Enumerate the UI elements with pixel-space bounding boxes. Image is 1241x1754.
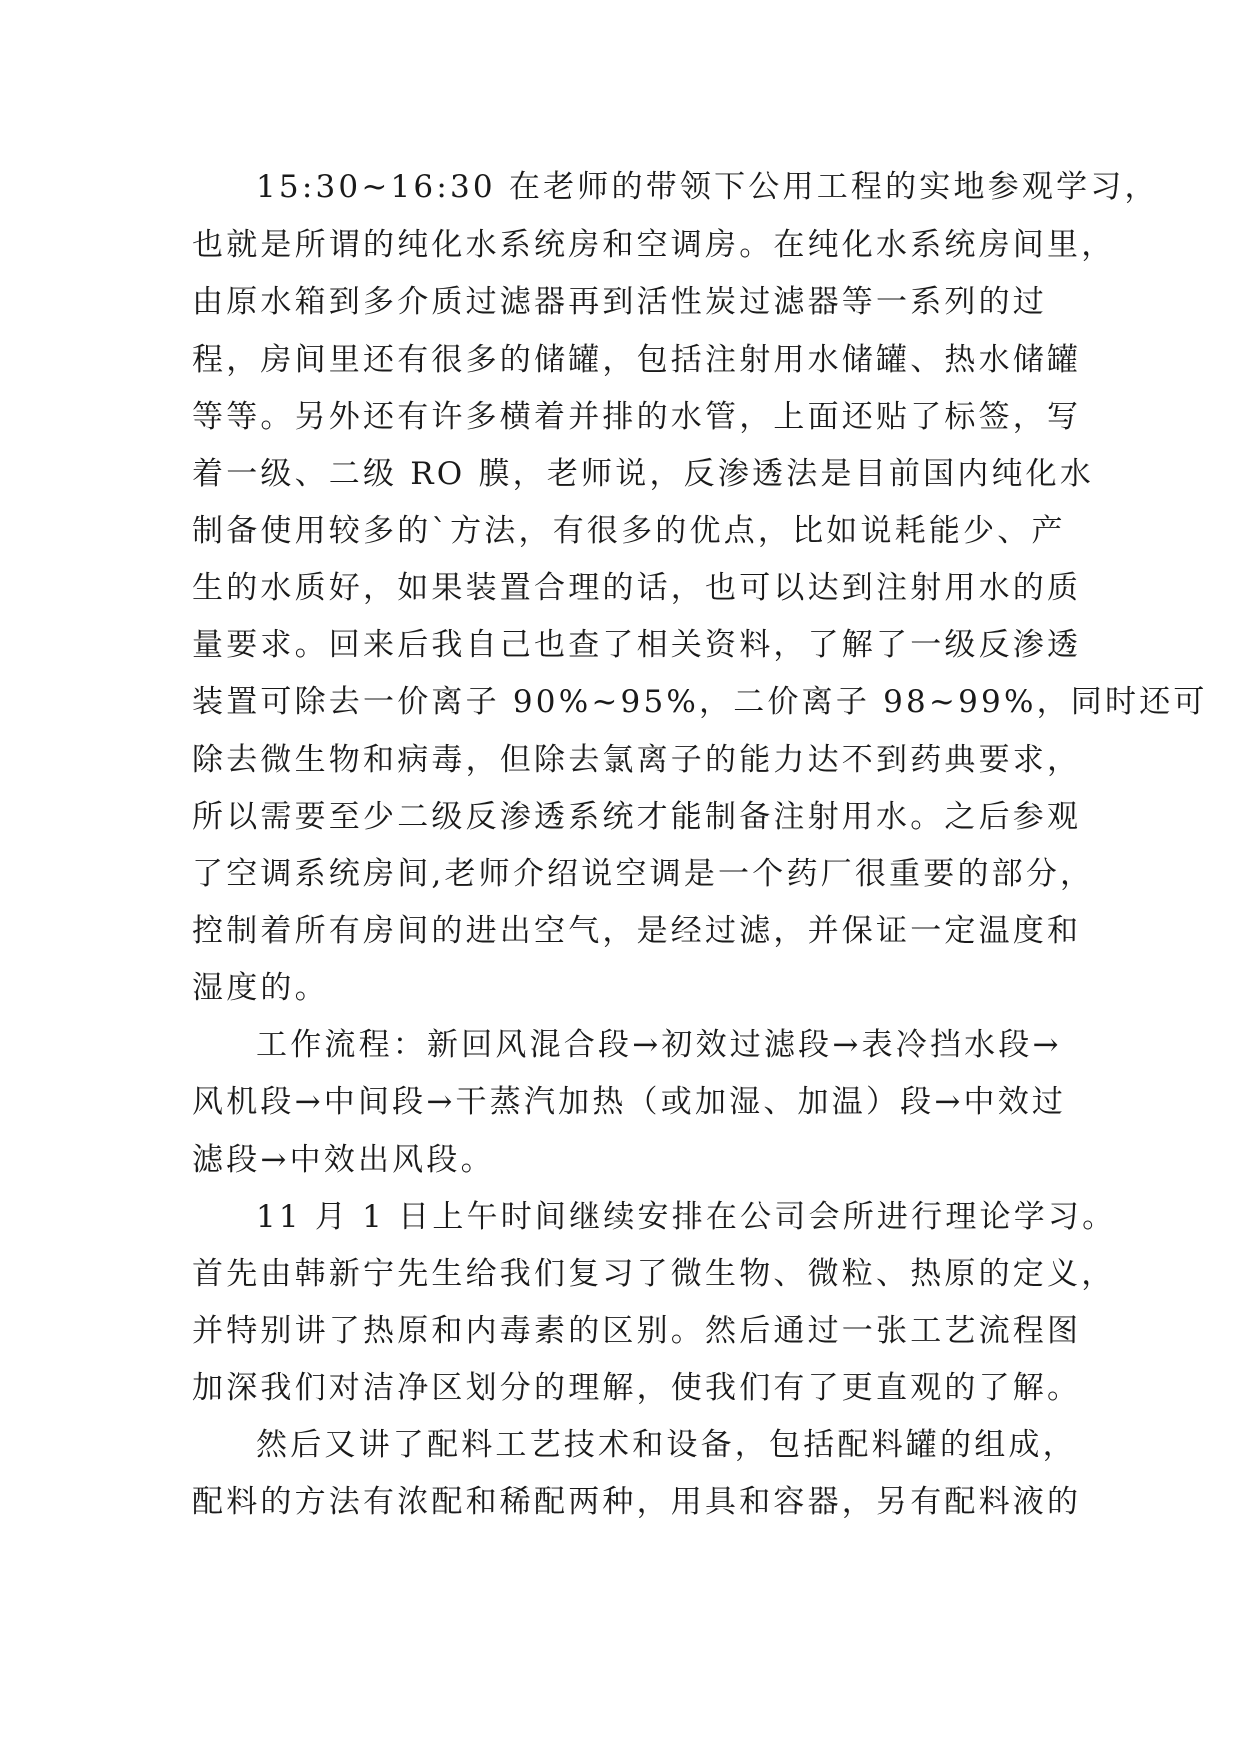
paragraph-1-line-6: 着一级、二级 RO 膜，老师说，反渗透法是目前国内纯化水 xyxy=(192,456,1095,492)
paragraph-3-line-2: 首先由韩新宁先生给我们复习了微生物、微粒、热原的定义， xyxy=(192,1256,1116,1292)
paragraph-1-line-13: 了空调系统房间,老师介绍说空调是一个药厂很重要的部分， xyxy=(192,856,1095,892)
paragraph-1-line-11: 除去微生物和病毒，但除去氯离子的能力达不到药典要求， xyxy=(192,742,1082,778)
paragraph-2-line-3: 滤段→中效出风段。 xyxy=(192,1142,495,1178)
paragraph-1-line-14: 控制着所有房间的进出空气，是经过滤，并保证一定温度和 xyxy=(192,913,1082,949)
paragraph-1-line-15: 湿度的。 xyxy=(192,970,329,1006)
paragraph-2-line-2: 风机段→中间段→干蒸汽加热（或加湿、加温）段→中效过 xyxy=(192,1084,1067,1120)
paragraph-1-line-9: 量要求。回来后我自己也查了相关资料，了解了一级反渗透 xyxy=(192,627,1082,663)
paragraph-1-line-1: 15:30~16:30 在老师的带领下公用工程的实地参观学习， xyxy=(256,169,1159,205)
paragraph-4-line-2: 配料的方法有浓配和稀配两种，用具和容器，另有配料液的 xyxy=(192,1484,1082,1520)
paragraph-1-line-3: 由原水箱到多介质过滤器再到活性炭过滤器等一系列的过 xyxy=(192,284,1047,320)
paragraph-3-line-3: 并特别讲了热原和内毒素的区别。然后通过一张工艺流程图 xyxy=(192,1313,1082,1349)
paragraph-4-line-1: 然后又讲了配料工艺技术和设备，包括配料罐的组成， xyxy=(256,1427,1077,1463)
paragraph-1-line-12: 所以需要至少二级反渗透系统才能制备注射用水。之后参观 xyxy=(192,799,1082,835)
paragraph-2-line-1: 工作流程：新回风混合段→初效过滤段→表冷挡水段→ xyxy=(256,1027,1062,1063)
paragraph-3-line-1: 11 月 1 日上午时间继续安排在公司会所进行理论学习。 xyxy=(256,1199,1117,1235)
paragraph-3-line-4: 加深我们对洁净区划分的理解，使我们有了更直观的了解。 xyxy=(192,1370,1082,1406)
paragraph-1-line-5: 等等。另外还有许多横着并排的水管，上面还贴了标签，写 xyxy=(192,399,1082,435)
paragraph-1-line-2: 也就是所谓的纯化水系统房和空调房。在纯化水系统房间里， xyxy=(192,227,1116,263)
paragraph-1-line-8: 生的水质好，如果装置合理的话，也可以达到注射用水的质 xyxy=(192,570,1082,606)
paragraph-1-line-7: 制备使用较多的`方法，有很多的优点，比如说耗能少、产 xyxy=(192,513,1066,549)
paragraph-1-line-10: 装置可除去一价离子 90%~95%，二价离子 98~99%，同时还可 xyxy=(192,684,1208,720)
paragraph-1-line-4: 程，房间里还有很多的储罐，包括注射用水储罐、热水储罐 xyxy=(192,342,1082,378)
